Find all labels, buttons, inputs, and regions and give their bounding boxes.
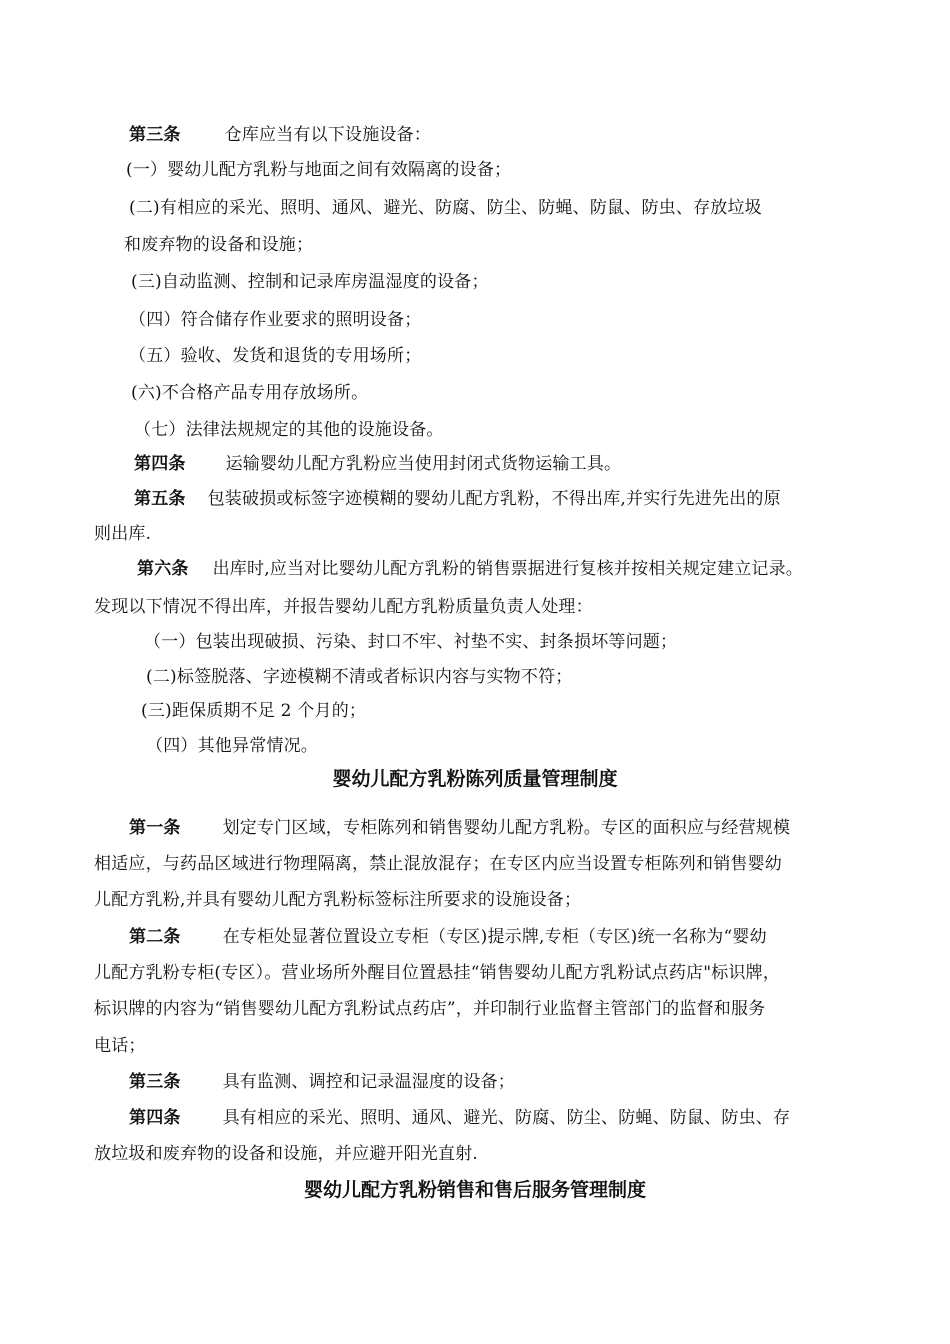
list-item: （七）法律法规规定的其他的设施设备。: [134, 420, 444, 440]
article-text: 运输婴幼儿配方乳粉应当使用封闭式货物运输工具。: [225, 454, 622, 474]
section-title: 婴幼儿配方乳粉销售和售后服务管理制度: [303, 1179, 646, 1201]
list-item: （五）验收、发货和退货的专用场所；: [129, 346, 422, 366]
article-label: 第一条: [129, 818, 181, 838]
article-label: 第四条: [129, 1108, 181, 1128]
article-text: 划定专门区域，专柜陈列和销售婴幼儿配方乳粉。专区的面积应与经营规模: [222, 818, 791, 838]
article-6-continuation: 发现以下情况不得出库，并报告婴幼儿配方乳粉质量负责人处理：: [94, 597, 593, 617]
article-text: 具有相应的采光、照明、通风、避光、防腐、防尘、防蝇、防鼠、防虫、存: [222, 1108, 791, 1128]
article-3-line: [129, 1071, 515, 1093]
article-text: 在专柜处显著位置设立专柜（专区)提示牌,专柜（专区)统一名称为“婴幼: [222, 927, 767, 947]
article-2-line: [129, 926, 767, 948]
article-text: 仓库应当有以下设施设备：: [224, 125, 432, 145]
sub-list-item: （一）包装出现破损、污染、封口不牢、衬垫不实、封条损坏等问题；: [144, 632, 678, 652]
article-4-line: [129, 1107, 790, 1129]
article-label: 第二条: [129, 927, 181, 947]
article-3-line: [129, 124, 431, 146]
article-label: 第四条: [134, 454, 186, 474]
sub-list-item: (二)标签脱落、字迹模糊不清或者标识内容与实物不符；: [146, 667, 573, 687]
article-label: 第五条: [134, 489, 186, 509]
article-text: 包装破损或标签字迹模糊的婴幼儿配方乳粉，不得出库,并实行先进先出的原: [207, 489, 781, 509]
sub-list-item: (三)距保质期不足 2 个月的；: [141, 701, 367, 721]
article-5-continuation: 则出库.: [94, 524, 152, 544]
article-2-continuation: 电话；: [94, 1036, 146, 1056]
list-item-continuation: 和废弃物的设备和设施；: [124, 235, 314, 255]
article-4-line: [134, 453, 621, 475]
list-item: (二)有相应的采光、照明、通风、避光、防腐、防尘、防蝇、防鼠、防虫、存放垃圾: [129, 198, 762, 218]
list-item: (六)不合格产品专用存放场所。: [131, 383, 369, 403]
section-title: 婴幼儿配方乳粉陈列质量管理制度: [332, 768, 618, 790]
article-label: 第六条: [137, 559, 189, 579]
list-item: （四）符合储存作业要求的照明设备；: [129, 310, 422, 330]
article-label: 第三条: [129, 125, 181, 145]
article-1-continuation: 儿配方乳粉,并具有婴幼儿配方乳粉标签标注所要求的设施设备；: [94, 890, 582, 910]
article-6-line: [137, 558, 803, 580]
article-1-continuation: 相适应，与药品区域进行物理隔离，禁止混放混存；在专区内应当设置专柜陈列和销售婴幼: [94, 854, 782, 874]
list-item: (三)自动监测、控制和记录库房温湿度的设备；: [131, 272, 489, 292]
article-label: 第三条: [129, 1072, 181, 1092]
article-5-line: [134, 488, 781, 510]
article-4-continuation: 放垃圾和废弃物的设备和设施，并应避开阳光直射.: [94, 1144, 479, 1164]
sub-list-item: （四）其他异常情况。: [146, 736, 318, 756]
article-text: 具有监测、调控和记录温湿度的设备；: [222, 1072, 516, 1092]
article-2-continuation: 儿配方乳粉专柜(专区）。营业场所外醒目位置悬挂“销售婴幼儿配方乳粉试点药店"标识牌，: [94, 963, 781, 983]
article-2-continuation: 标识牌的内容为“销售婴幼儿配方乳粉试点药店”，并印制行业监督主管部门的监督和服务: [94, 999, 766, 1019]
article-1-line: [129, 817, 790, 839]
article-text: 出库时,应当对比婴幼儿配方乳粉的销售票据进行复核并按相关规定建立记录。: [212, 559, 804, 579]
list-item: (一）婴幼儿配方乳粉与地面之间有效隔离的设备；: [126, 160, 512, 180]
